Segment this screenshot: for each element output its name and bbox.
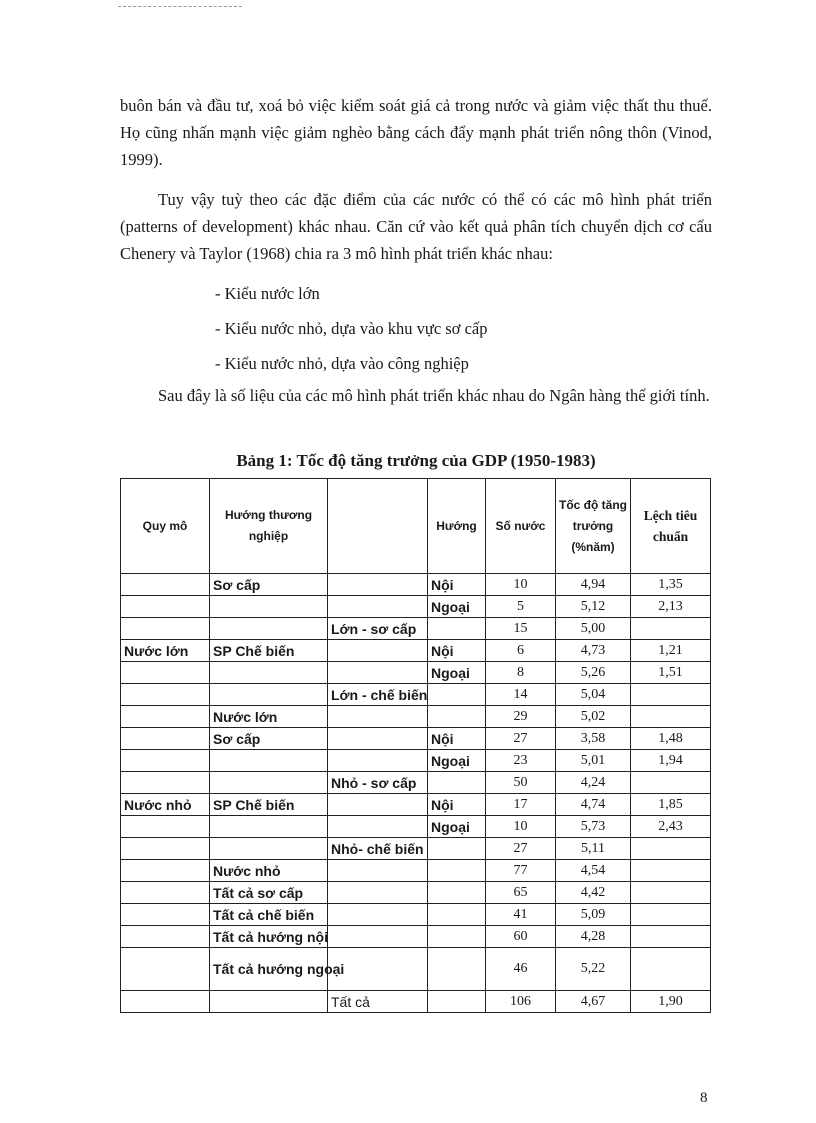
cell-group	[328, 882, 428, 904]
paragraph-2: Tuy vậy tuỳ theo các đặc điểm của các nước có thể có các mô hình phát triển (patterns of development) khác nhau. Căn cứ vào kết quả phân tích chuyển dịch cơ cấu Chenery và Taylor (1968) chia ra 3 mô hình phát triển khác nhau:	[120, 190, 712, 263]
cell-growth: 4,73	[556, 640, 631, 662]
cell-scale	[121, 860, 210, 882]
cell-direction: Ngoại	[428, 816, 486, 838]
cell-count: 10	[486, 574, 556, 596]
cell-direction	[428, 684, 486, 706]
cell-count: 14	[486, 684, 556, 706]
cell-scale	[121, 948, 210, 991]
cell-group: Nhỏ- chế biến	[328, 838, 428, 860]
cell-orientation	[210, 662, 328, 684]
paragraph-1: buôn bán và đầu tư, xoá bỏ việc kiểm soát giá cả trong nước và giảm việc thất thu thuế. Họ cũng nhấn mạnh việc giảm nghèo bằng cách đẩy mạnh phát triển nông thôn (Vinod, 1999).	[120, 96, 712, 169]
cell-stdev: 1,94	[631, 750, 711, 772]
cell-stdev: 2,43	[631, 816, 711, 838]
table-row	[121, 728, 711, 750]
table-row	[121, 948, 711, 991]
cell-count: 15	[486, 618, 556, 640]
cell-stdev	[631, 706, 711, 728]
cell-scale: Nước nhỏ	[121, 794, 210, 816]
cell-growth: 4,94	[556, 574, 631, 596]
cell-group: Lớn - chế biến	[328, 684, 428, 706]
header-orientation: Hướng thương nghiệp	[210, 479, 328, 574]
cell-scale	[121, 838, 210, 860]
cell-orientation	[210, 750, 328, 772]
header-rule	[118, 0, 242, 7]
cell-direction	[428, 991, 486, 1013]
cell-orientation: Sơ cấp	[210, 728, 328, 750]
cell-stdev	[631, 926, 711, 948]
cell-group	[328, 706, 428, 728]
cell-stdev	[631, 882, 711, 904]
cell-scale	[121, 926, 210, 948]
cell-scale	[121, 684, 210, 706]
cell-group	[328, 816, 428, 838]
table-row	[121, 750, 711, 772]
cell-group: Lớn - sơ cấp	[328, 618, 428, 640]
cell-stdev	[631, 860, 711, 882]
cell-stdev	[631, 904, 711, 926]
cell-scale	[121, 706, 210, 728]
cell-growth: 4,28	[556, 926, 631, 948]
cell-count: 5	[486, 596, 556, 618]
cell-stdev	[631, 838, 711, 860]
cell-group: Tất cả	[328, 991, 428, 1013]
cell-orientation	[210, 618, 328, 640]
table-row	[121, 860, 711, 882]
table-row	[121, 574, 711, 596]
cell-stdev: 1,21	[631, 640, 711, 662]
cell-growth: 3,58	[556, 728, 631, 750]
cell-growth: 5,04	[556, 684, 631, 706]
cell-growth: 4,74	[556, 794, 631, 816]
cell-orientation	[210, 991, 328, 1013]
cell-direction	[428, 706, 486, 728]
cell-count: 60	[486, 926, 556, 948]
development-patterns-list	[215, 276, 487, 381]
cell-group: Nhỏ - sơ cấp	[328, 772, 428, 794]
cell-direction: Ngoại	[428, 662, 486, 684]
cell-orientation: Tất cả chế biến	[210, 904, 328, 926]
cell-scale	[121, 882, 210, 904]
cell-count: 41	[486, 904, 556, 926]
cell-scale	[121, 991, 210, 1013]
cell-direction: Ngoại	[428, 750, 486, 772]
cell-stdev: 1,35	[631, 574, 711, 596]
table-caption: Bảng 1: Tốc độ tăng trưởng của GDP (1950-1983)	[236, 451, 596, 470]
table-row	[121, 772, 711, 794]
cell-scale: Nước lớn	[121, 640, 210, 662]
cell-orientation: SP Chế biến	[210, 794, 328, 816]
cell-scale	[121, 618, 210, 640]
cell-growth: 5,02	[556, 706, 631, 728]
cell-stdev: 1,90	[631, 991, 711, 1013]
cell-direction: Nội	[428, 574, 486, 596]
cell-growth: 4,54	[556, 860, 631, 882]
cell-stdev: 1,85	[631, 794, 711, 816]
cell-scale	[121, 772, 210, 794]
table-row	[121, 926, 711, 948]
list-item: - Kiểu nước lớn	[215, 284, 320, 303]
cell-count: 65	[486, 882, 556, 904]
cell-orientation: Sơ cấp	[210, 574, 328, 596]
cell-count: 17	[486, 794, 556, 816]
table-row	[121, 706, 711, 728]
cell-direction	[428, 618, 486, 640]
cell-orientation	[210, 596, 328, 618]
header-direction: Hướng	[428, 479, 486, 574]
header-scale: Quy mô	[121, 479, 210, 574]
cell-growth: 5,09	[556, 904, 631, 926]
cell-count: 46	[486, 948, 556, 991]
page-number: 8	[700, 1090, 708, 1106]
table-row	[121, 640, 711, 662]
cell-group	[328, 860, 428, 882]
cell-direction	[428, 904, 486, 926]
cell-growth: 4,67	[556, 991, 631, 1013]
table-row	[121, 662, 711, 684]
cell-growth: 5,12	[556, 596, 631, 618]
table-row	[121, 991, 711, 1013]
cell-stdev: 2,13	[631, 596, 711, 618]
cell-count: 27	[486, 838, 556, 860]
gdp-growth-table	[120, 478, 711, 1013]
cell-stdev	[631, 772, 711, 794]
cell-stdev	[631, 948, 711, 991]
cell-growth: 5,73	[556, 816, 631, 838]
list-item: - Kiểu nước nhỏ, dựa vào công nghiệp	[215, 354, 469, 373]
cell-direction	[428, 882, 486, 904]
cell-group	[328, 728, 428, 750]
cell-direction	[428, 838, 486, 860]
cell-orientation	[210, 772, 328, 794]
cell-growth: 4,42	[556, 882, 631, 904]
cell-group	[328, 926, 428, 948]
cell-growth: 5,11	[556, 838, 631, 860]
cell-scale	[121, 816, 210, 838]
cell-orientation: Nước nhỏ	[210, 860, 328, 882]
cell-direction	[428, 860, 486, 882]
cell-group	[328, 596, 428, 618]
cell-count: 50	[486, 772, 556, 794]
header-stdev: Lệch tiêu chuẩn	[631, 479, 711, 574]
cell-group	[328, 750, 428, 772]
cell-scale	[121, 596, 210, 618]
cell-scale	[121, 662, 210, 684]
cell-orientation: SP Chế biến	[210, 640, 328, 662]
cell-growth: 5,00	[556, 618, 631, 640]
cell-orientation	[210, 684, 328, 706]
cell-direction	[428, 926, 486, 948]
cell-stdev: 1,48	[631, 728, 711, 750]
cell-count: 77	[486, 860, 556, 882]
cell-orientation: Tất cả hướng ngoại	[210, 948, 328, 991]
header-growth: Tốc độ tăng trưởng (%năm)	[556, 479, 631, 574]
cell-count: 29	[486, 706, 556, 728]
cell-growth: 4,24	[556, 772, 631, 794]
cell-count: 106	[486, 991, 556, 1013]
cell-count: 23	[486, 750, 556, 772]
table-row	[121, 794, 711, 816]
cell-group	[328, 662, 428, 684]
table-row	[121, 838, 711, 860]
cell-count: 27	[486, 728, 556, 750]
cell-direction: Nội	[428, 728, 486, 750]
cell-count: 10	[486, 816, 556, 838]
cell-group	[328, 794, 428, 816]
cell-group	[328, 574, 428, 596]
table-row	[121, 816, 711, 838]
cell-scale	[121, 750, 210, 772]
header-count: Số nước	[486, 479, 556, 574]
cell-direction: Nội	[428, 640, 486, 662]
header-group	[328, 479, 428, 574]
cell-stdev	[631, 618, 711, 640]
cell-scale	[121, 574, 210, 596]
cell-direction: Nội	[428, 794, 486, 816]
list-item: - Kiểu nước nhỏ, dựa vào khu vực sơ cấp	[215, 319, 488, 338]
table-row	[121, 882, 711, 904]
table-row	[121, 596, 711, 618]
cell-stdev	[631, 684, 711, 706]
cell-orientation: Nước lớn	[210, 706, 328, 728]
cell-group	[328, 904, 428, 926]
table-row	[121, 684, 711, 706]
cell-growth: 5,01	[556, 750, 631, 772]
paragraph-3: Sau đây là số liệu của các mô hình phát triển khác nhau do Ngân hàng thế giới tính.	[158, 386, 710, 405]
cell-direction: Ngoại	[428, 596, 486, 618]
cell-orientation: Tất cả hướng nội	[210, 926, 328, 948]
cell-orientation: Tất cả sơ cấp	[210, 882, 328, 904]
table-row	[121, 618, 711, 640]
cell-count: 6	[486, 640, 556, 662]
table-header-row	[121, 479, 711, 574]
table-row	[121, 904, 711, 926]
cell-count: 8	[486, 662, 556, 684]
cell-scale	[121, 728, 210, 750]
cell-growth: 5,22	[556, 948, 631, 991]
cell-group	[328, 640, 428, 662]
cell-orientation	[210, 816, 328, 838]
cell-direction	[428, 772, 486, 794]
cell-stdev: 1,51	[631, 662, 711, 684]
cell-scale	[121, 904, 210, 926]
cell-direction	[428, 948, 486, 991]
cell-orientation	[210, 838, 328, 860]
cell-growth: 5,26	[556, 662, 631, 684]
